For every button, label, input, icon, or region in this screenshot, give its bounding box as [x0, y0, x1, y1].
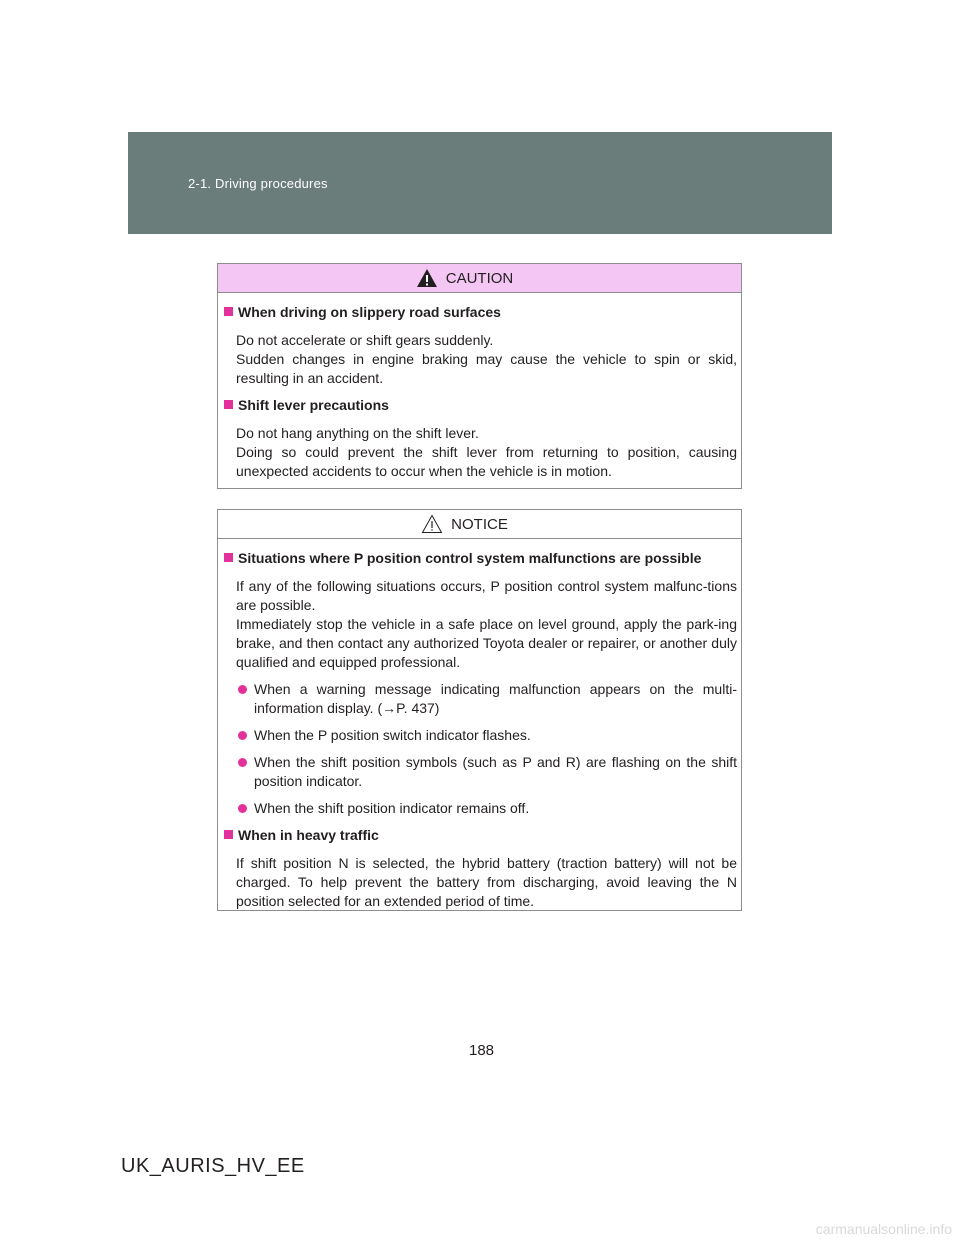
square-bullet-icon [224, 307, 233, 316]
document-code: UK_AURIS_HV_EE [121, 1155, 305, 1177]
caution-paragraph: Do not hang anything on the shift lever. Doing so could prevent the shift lever from returning to position, causing unexpected accidents to occur when the vehicle is in motion. [236, 425, 737, 479]
round-bullet-icon [238, 804, 247, 813]
round-bullet-icon [238, 731, 247, 740]
page-number: 188 [469, 1042, 495, 1059]
caution-paragraph: Do not accelerate or shift gears suddenly. Sudden changes in engine braking may cause the vehicle to spin or skid, resulting in an accident. [236, 332, 737, 386]
notice-triangle-icon [421, 514, 443, 534]
notice-heading: When in heavy traffic [224, 826, 737, 845]
notice-heading: Situations where P position control system malfunctions are possible [224, 549, 737, 568]
square-bullet-icon [224, 400, 233, 409]
section-title: 2-1. Driving procedures [188, 176, 328, 191]
section-header-band [128, 132, 832, 234]
warning-triangle-icon [416, 268, 438, 288]
caution-heading: Shift lever precautions [224, 396, 737, 415]
square-bullet-icon [224, 553, 233, 562]
notice-box [217, 509, 742, 911]
square-bullet-icon [224, 830, 233, 839]
notice-paragraph: If any of the following situations occurs, P position control system malfunc-tions are possible. Immediately stop the vehicle in a safe place on level ground, apply the park-ing brake, and then contact any authorized Toyota dealer or repairer, or another duly qualified and equipped professional. [236, 578, 737, 670]
list-item: When the P position switch indicator flashes. [224, 726, 737, 745]
round-bullet-icon [238, 685, 247, 694]
caution-box [217, 263, 742, 489]
round-bullet-icon [238, 758, 247, 767]
notice-paragraph: If shift position N is selected, the hybrid battery (traction battery) will not be charged. To help prevent the battery from discharging, avoid leaving the N position selected for an extended period of time. [236, 855, 737, 909]
watermark: carmanualsonline.info [815, 1221, 952, 1237]
list-item: When the shift position symbols (such as P and R) are flashing on the shift position indicator. [224, 753, 737, 791]
caution-title: CAUTION [445, 269, 514, 287]
notice-header [218, 510, 741, 539]
list-item: When the shift position indicator remains off. [224, 799, 737, 818]
notice-title: NOTICE [451, 515, 508, 533]
list-item: When a warning message indicating malfunction appears on the multi-information display. (→P. 437) [224, 680, 737, 718]
caution-header [218, 264, 741, 293]
caution-heading: When driving on slippery road surfaces [224, 303, 737, 322]
